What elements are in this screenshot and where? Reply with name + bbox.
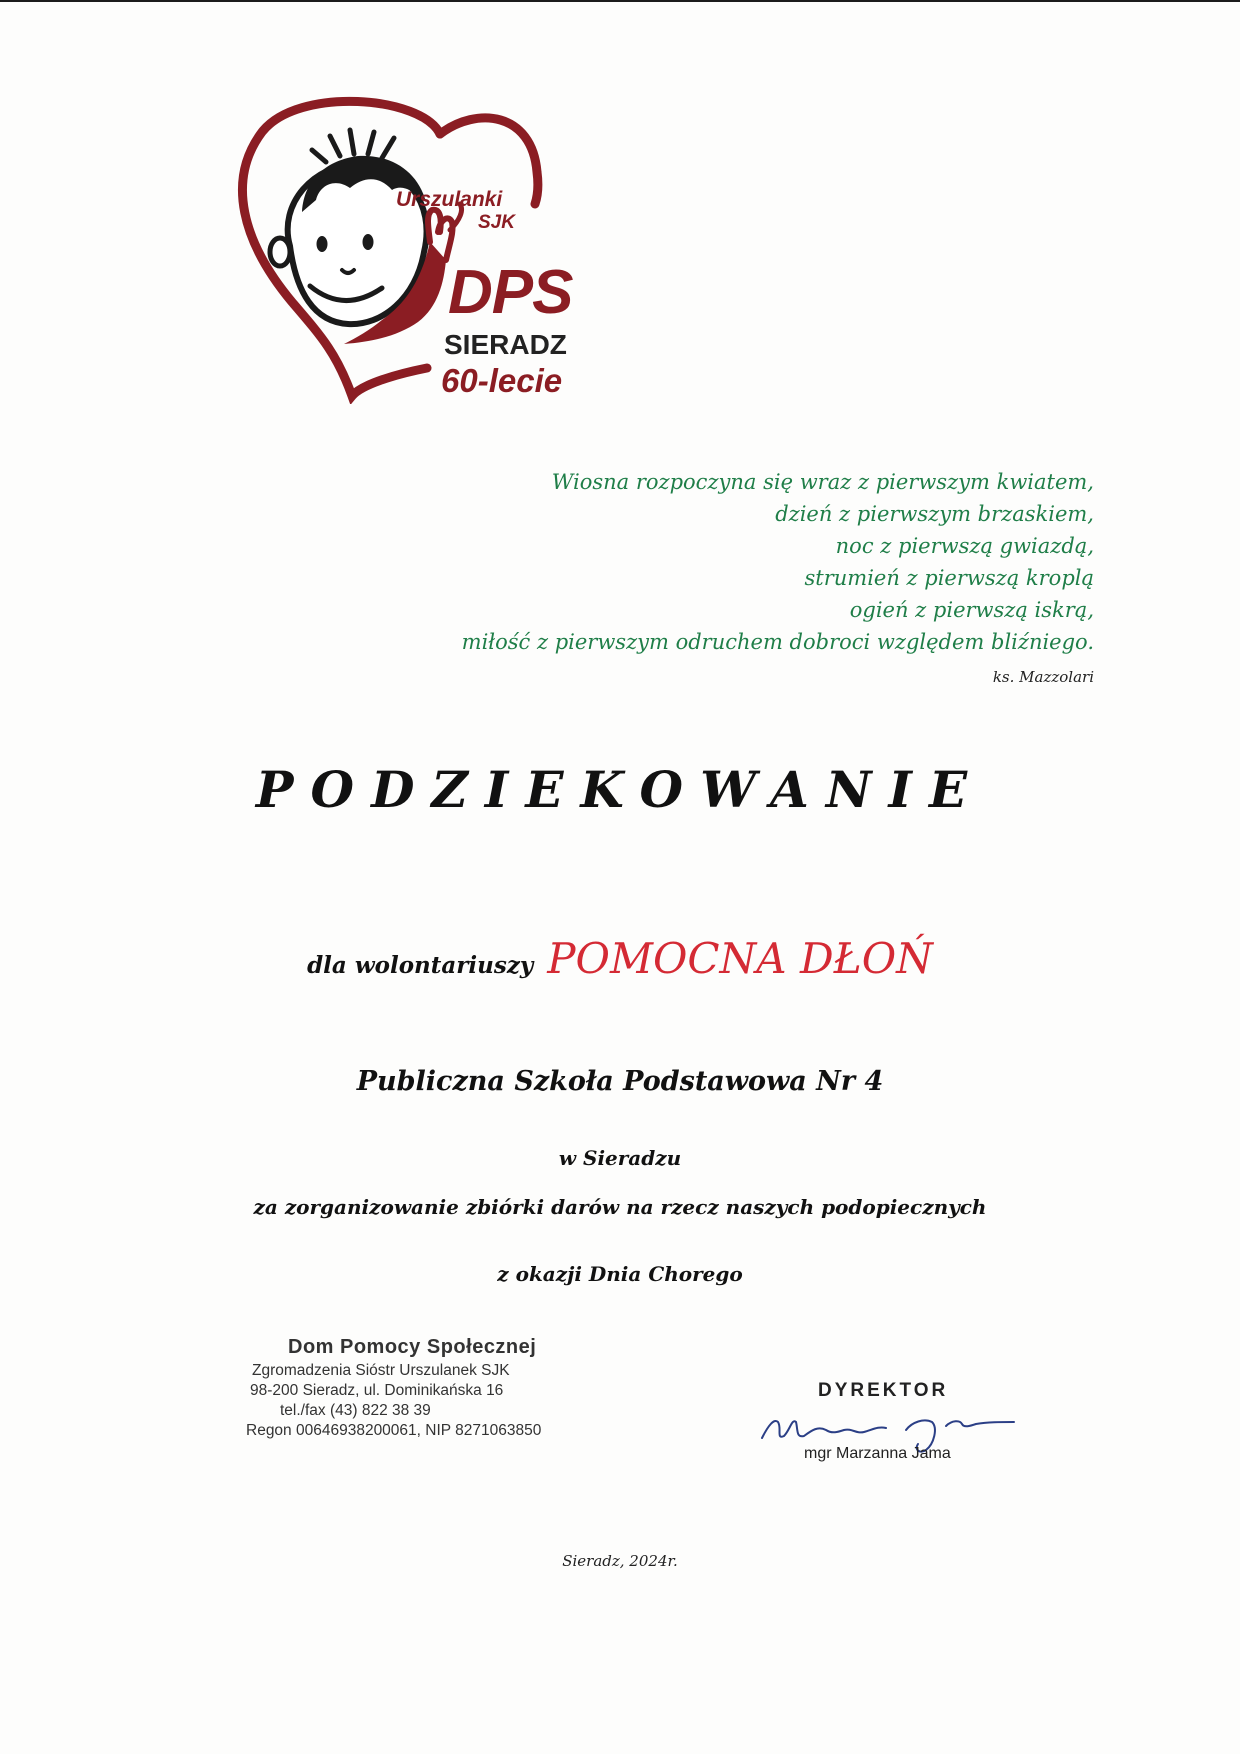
motto-line: miłość z pierwszym odruchem dobroci względem bliźniego. <box>461 630 1094 654</box>
logo-anniversary: 60-lecie <box>441 362 563 399</box>
motto-line: strumień z pierwszą kroplą <box>804 566 1094 590</box>
recipient-line <box>0 934 1240 983</box>
signatory-name: mgr Marzanna Jama <box>804 1445 951 1462</box>
stamp-line: Zgromadzenia Sióstr Urszulanek SJK <box>252 1362 510 1379</box>
stamp-line: 98-200 Sieradz, ul. Dominikańska 16 <box>250 1382 504 1399</box>
institution-stamp <box>246 1336 541 1442</box>
logo-order-name: Urszulanki <box>396 188 503 211</box>
thanks-occasion: z okazji Dnia Chorego <box>497 1262 743 1286</box>
motto-author: ks. Mazzolari <box>992 668 1094 686</box>
motto-quote <box>454 466 1094 658</box>
child-face <box>270 130 427 324</box>
motto-line: Wiosna rozpoczyna się wraz z pierwszym kwiatem, <box>551 470 1094 494</box>
signatory-role: DYREKTOR <box>818 1380 949 1401</box>
school-name: Publiczna Szkoła Podstawowa Nr 4 <box>356 1066 884 1097</box>
thanks-reason: za zorganizowanie zbiórki darów na rzecz naszych podopiecznych <box>253 1195 987 1219</box>
motto-line: dzień z pierwszym brzaskiem, <box>775 502 1094 526</box>
motto-line: ogień z pierwszą iskrą, <box>849 598 1094 622</box>
stamp-line: tel./fax (43) 822 38 39 <box>280 1402 431 1419</box>
school-city: w Sieradzu <box>558 1146 682 1170</box>
scan-edge <box>0 0 1240 2</box>
logo-city: SIERADZ <box>444 329 567 360</box>
logo-order-abbr: SJK <box>478 212 515 233</box>
stamp-institution-name: Dom Pomocy Społecznej <box>288 1336 537 1358</box>
logo-acronym: DPS <box>448 258 573 327</box>
recipient-name: POMOCNA DŁOŃ <box>547 934 933 983</box>
certificate-title: PODZIEKOWANIE <box>255 760 985 819</box>
motto-line: noc z pierwszą gwiazdą, <box>835 534 1094 558</box>
recipient-prefix: dla wolontariuszy <box>307 952 534 979</box>
place-and-date: Sieradz, 2024r. <box>562 1552 678 1570</box>
stamp-line: Regon 00646938200061, NIP 8271063850 <box>246 1422 542 1439</box>
